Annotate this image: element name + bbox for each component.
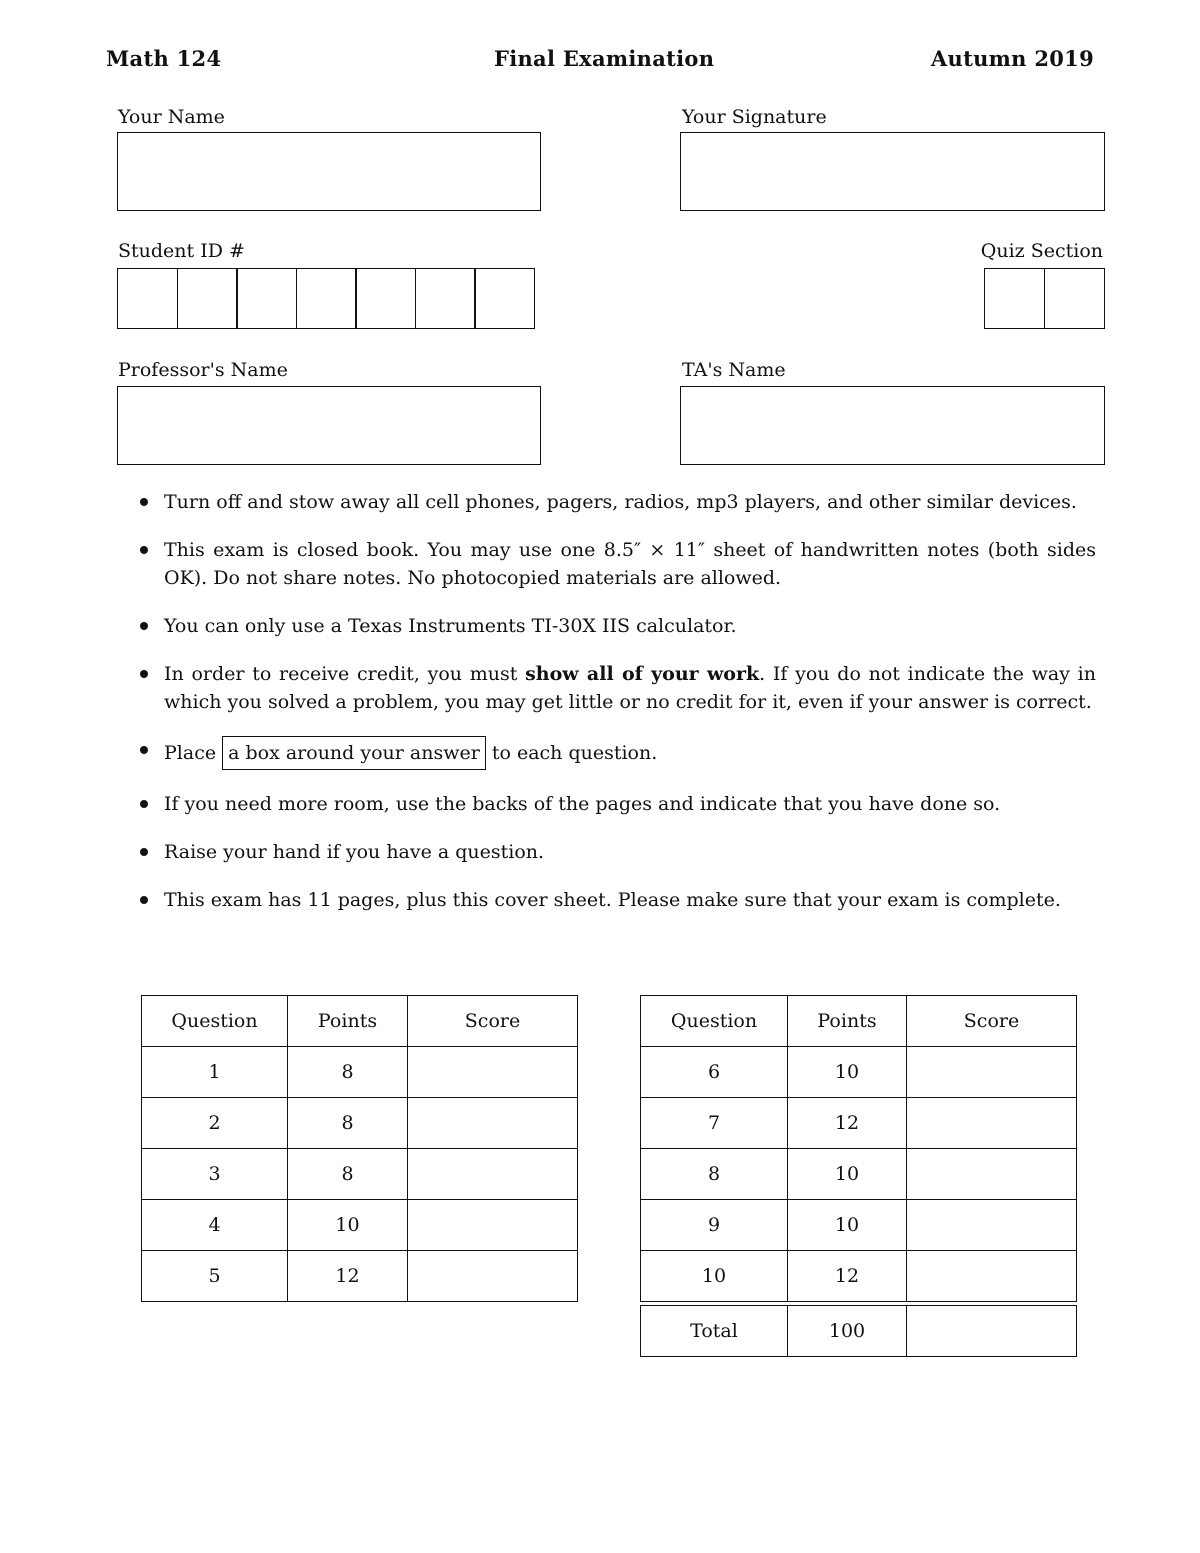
student-id-digit-4[interactable] [296, 268, 357, 329]
question-number: 3 [142, 1149, 288, 1200]
bullet-icon [140, 800, 148, 808]
points-header: Points [788, 996, 907, 1047]
question-number: 8 [641, 1149, 788, 1200]
your-signature-field[interactable] [680, 132, 1105, 211]
score-cell[interactable] [408, 1251, 578, 1302]
points-header: Points [288, 996, 408, 1047]
question-header: Question [142, 996, 288, 1047]
table-row [641, 1149, 1077, 1200]
table-header-row [142, 996, 578, 1047]
question-number: 2 [142, 1098, 288, 1149]
exam-term: Autumn 2019 [930, 46, 1094, 71]
professors-name-field[interactable] [117, 386, 541, 465]
instructions-list [138, 488, 1096, 934]
table-row [641, 1098, 1077, 1149]
bullet-icon [140, 546, 148, 554]
quiz-section-label: Quiz Section [980, 240, 1103, 262]
table-row [641, 1251, 1077, 1302]
question-points: 10 [788, 1149, 907, 1200]
question-points: 12 [288, 1251, 408, 1302]
question-number: 5 [142, 1251, 288, 1302]
instruction-text: Raise your hand if you have a question. [164, 841, 545, 863]
score-cell[interactable] [408, 1149, 578, 1200]
instruction-text: Place [164, 742, 223, 764]
table-row [641, 1200, 1077, 1251]
student-id-digit-5[interactable] [355, 268, 416, 329]
total-score-cell[interactable] [907, 1306, 1077, 1357]
question-number: 4 [142, 1200, 288, 1251]
instruction-item [138, 612, 1096, 640]
score-cell[interactable] [408, 1047, 578, 1098]
question-number: 7 [641, 1098, 788, 1149]
table-row [142, 1200, 578, 1251]
instruction-item [138, 886, 1096, 914]
question-number: 6 [641, 1047, 788, 1098]
question-number: 1 [142, 1047, 288, 1098]
total-points: 100 [788, 1306, 907, 1357]
instruction-text: This exam is closed book. You may use one 8.5″ × 11″ sheet of handwritten notes (both sides OK). Do not share notes. No photocopied materials are allowed. [164, 539, 1096, 589]
student-id-digit-3[interactable] [236, 268, 297, 329]
instruction-emphasis: show all of your work [525, 663, 760, 685]
exam-title: Final Examination [494, 46, 715, 71]
tas-name-field[interactable] [680, 386, 1105, 465]
question-number: 9 [641, 1200, 788, 1251]
instruction-item [138, 838, 1096, 866]
score-table-right [640, 995, 1077, 1357]
bullet-icon [140, 670, 148, 678]
table-row [142, 1251, 578, 1302]
student-id-digit-2[interactable] [177, 268, 238, 329]
table-row [142, 1098, 578, 1149]
bullet-icon [140, 896, 148, 904]
instruction-text: You can only use a Texas Instruments TI-30X IIS calculator. [164, 615, 737, 637]
instruction-item [138, 536, 1096, 592]
course-name: Math 124 [106, 46, 222, 71]
score-cell[interactable] [907, 1251, 1077, 1302]
score-cell[interactable] [907, 1149, 1077, 1200]
answer-box-example: a box around your answer [222, 736, 486, 770]
question-points: 8 [288, 1047, 408, 1098]
instruction-text: This exam has 11 pages, plus this cover sheet. Please make sure that your exam is complete. [164, 889, 1061, 911]
student-id-label: Student ID # [118, 240, 245, 262]
score-header: Score [907, 996, 1077, 1047]
table-row [641, 1047, 1077, 1098]
question-points: 10 [788, 1047, 907, 1098]
question-points: 10 [788, 1200, 907, 1251]
instruction-text: . If you do not indicate the way in which you solved a problem, you may get little or no credit for it, even if your answer is correct. [164, 663, 1096, 713]
instruction-item [138, 660, 1096, 716]
your-name-label: Your Name [118, 106, 225, 128]
instruction-item [138, 488, 1096, 516]
score-cell[interactable] [408, 1200, 578, 1251]
score-table-left [141, 995, 578, 1302]
bullet-icon [140, 498, 148, 506]
bullet-icon [140, 746, 148, 754]
score-cell[interactable] [408, 1098, 578, 1149]
score-cell[interactable] [907, 1047, 1077, 1098]
question-points: 10 [288, 1200, 408, 1251]
question-points: 8 [288, 1098, 408, 1149]
instruction-text: Turn off and stow away all cell phones, pagers, radios, mp3 players, and other similar devices. [164, 491, 1077, 513]
tas-name-label: TA's Name [682, 359, 786, 381]
question-points: 12 [788, 1098, 907, 1149]
score-header: Score [408, 996, 578, 1047]
quiz-section-char-2[interactable] [1044, 268, 1105, 329]
student-id-boxes [117, 268, 535, 329]
quiz-section-char-1[interactable] [984, 268, 1045, 329]
bullet-icon [140, 622, 148, 630]
total-row [641, 1306, 1077, 1357]
score-cell[interactable] [907, 1098, 1077, 1149]
instruction-text: In order to receive credit, you must [164, 663, 526, 685]
score-cell[interactable] [907, 1200, 1077, 1251]
student-id-digit-1[interactable] [117, 268, 178, 329]
instruction-item [138, 790, 1096, 818]
quiz-section-boxes [984, 268, 1105, 329]
your-name-field[interactable] [117, 132, 541, 211]
instruction-item [138, 736, 1096, 770]
question-points: 12 [788, 1251, 907, 1302]
table-row [142, 1047, 578, 1098]
total-label: Total [641, 1306, 788, 1357]
student-id-digit-6[interactable] [415, 268, 476, 329]
question-number: 10 [641, 1251, 788, 1302]
instruction-text: If you need more room, use the backs of the pages and indicate that you have done so. [164, 793, 1001, 815]
table-header-row [641, 996, 1077, 1047]
instruction-text: to each question. [485, 742, 658, 764]
student-id-digit-7[interactable] [474, 268, 535, 329]
bullet-icon [140, 848, 148, 856]
question-header: Question [641, 996, 788, 1047]
professors-name-label: Professor's Name [118, 359, 288, 381]
your-signature-label: Your Signature [682, 106, 827, 128]
question-points: 8 [288, 1149, 408, 1200]
table-row [142, 1149, 578, 1200]
